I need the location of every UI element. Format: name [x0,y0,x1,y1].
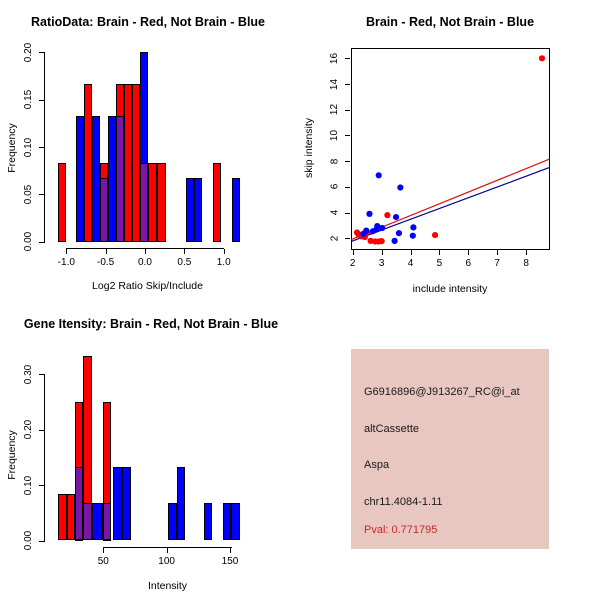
ratio-hist-xlabel: Log2 Ratio Skip/Include [92,280,203,292]
y-tick-label [22,354,36,394]
y-tick-label-text: 16 [329,52,341,64]
hist-bar [113,467,122,541]
probe-id-text: G6916896@J913267_RC@i_at [364,386,520,398]
scatter-point [392,238,398,244]
y-tick-label [22,410,36,450]
location-text: chr11.4084-1.11 [364,496,443,508]
y-tick-label-text: 12 [329,104,341,116]
y-tick-label-text: 2 [329,235,341,242]
y-axis-tick [39,374,44,375]
x-axis-tick [230,548,231,553]
y-tick-label-text: 0.30 [23,364,35,384]
scatter-point [384,212,390,218]
ratio-hist-title: RatioData: Brain - Red, Not Brain - Blue [30,15,266,29]
y-axis-tick [39,485,44,486]
y-tick-label-text: 10 [329,129,341,141]
y-tick-label-text: 0.20 [23,42,35,63]
x-axis-tick [167,548,168,553]
gene-name-text: Aspa [364,459,390,471]
x-tick-label: 4 [407,258,414,269]
y-tick-label [22,465,36,505]
y-tick-label-text: 6 [329,184,341,190]
hist-bar [177,467,185,541]
scatter-point [539,55,545,61]
hist-bar [103,503,111,540]
y-tick-label-text: 0.10 [23,137,35,157]
gene-hist-xlabel: Intensity [147,580,188,592]
x-axis-tick [103,548,104,553]
hist-bar [58,494,66,540]
scatter-ylabel: skip intensity [303,117,316,179]
scatter-point [397,184,403,190]
y-axis-line [44,374,45,542]
x-tick-label: 50 [97,556,109,567]
scatter-point [363,227,369,233]
hist-bar [92,503,103,540]
y-tick-label-text: 0.20 [23,419,35,440]
scatter-point [366,211,372,217]
hist-bar [223,503,232,540]
gene-hist-title: Gene Itensity: Brain - Red, Not Brain - Blue [23,317,279,331]
scatter-title: Brain - Red, Not Brain - Blue [365,15,535,29]
scatter-point [410,224,416,230]
scatter-point [410,233,416,239]
y-axis-tick [39,541,44,542]
x-tick-label: 3 [378,258,385,269]
x-tick-label: 100 [158,556,175,567]
ratio-hist-ylabel: Frequency [6,123,19,173]
scatter-point [393,214,399,220]
hist-bar [83,503,91,540]
y-tick-label-text: 0.10 [23,475,35,495]
y-axis-tick [39,430,44,431]
hist-bar [231,503,239,540]
hist-bar [122,467,131,541]
scatter-point [373,226,379,232]
x-tick-label: 5 [436,258,443,269]
y-tick-label-text: 4 [329,209,341,216]
y-tick-label-text: 14 [329,78,341,90]
x-tick-label: 0.0 [138,257,152,268]
hist-bar [204,503,212,540]
scatter-point [379,225,385,231]
scatter-point [376,172,382,178]
scatter-point [396,230,402,236]
x-tick-label: -0.5 [97,257,115,268]
y-tick-label-text: 0.00 [23,530,35,551]
info-box [351,349,549,549]
x-tick-label: 1.0 [216,257,231,268]
scatter-xlabel: include intensity [412,283,488,295]
x-tick-label: 8 [523,258,529,269]
gene-hist-ylabel-box [5,400,19,510]
hist-bar [75,467,83,541]
x-tick-label: 2 [349,258,356,269]
x-tick-label: 150 [221,556,239,567]
x-tick-label: -1.0 [57,257,75,268]
x-axis-line [103,547,232,548]
x-tick-label: 6 [465,258,472,269]
scatter-point [379,238,385,244]
gene-hist-ylabel: Frequency [6,430,19,480]
y-tick-label-text: 0.05 [23,184,35,205]
y-tick-label-text: 0.15 [23,89,35,110]
hist-bar [67,494,75,540]
scatter-point [432,232,438,238]
y-tick-label [22,521,36,561]
hist-bar [168,503,176,540]
y-tick-label-text: 0.00 [23,231,35,252]
y-tick-label-text: 8 [329,158,341,164]
x-tick-label: 0.5 [177,257,192,268]
x-tick-label: 7 [494,258,500,269]
event-type-text: altCassette [364,423,420,435]
pval-text: Pval: 0.771795 [364,524,438,536]
